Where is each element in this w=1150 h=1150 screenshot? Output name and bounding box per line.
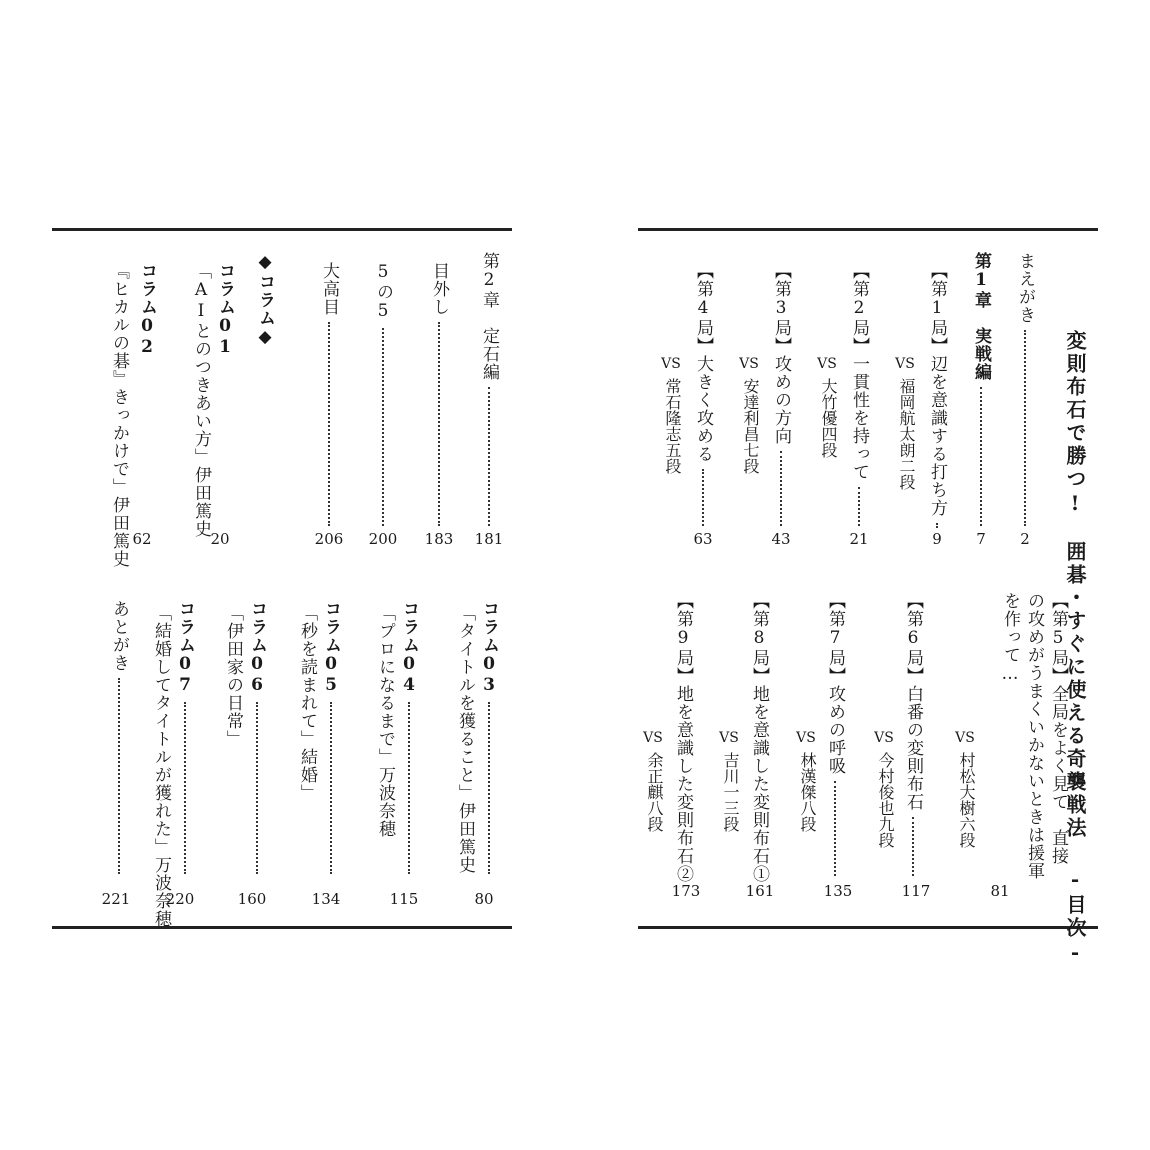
- page-number: 43: [771, 530, 791, 548]
- page-number: 63: [693, 530, 713, 548]
- page-number: 9: [932, 530, 942, 548]
- page-number: 135: [823, 882, 853, 900]
- page-number: 81: [990, 882, 1010, 900]
- page-number: 2: [1020, 530, 1030, 548]
- game-entry: 【第8局】地を意識した変則布石①: [749, 592, 769, 883]
- dot-leader: [256, 702, 258, 874]
- dot-leader: [118, 678, 120, 874]
- game-entry: 【第3局】攻めの方向: [766, 262, 796, 532]
- dot-leader: [1024, 330, 1026, 526]
- column-entry: コラム04: [394, 600, 424, 880]
- page-number: 80: [474, 890, 494, 908]
- right-top-rule: [638, 228, 1098, 231]
- game-entry: 【第7局】攻めの呼吸: [820, 592, 850, 882]
- dot-leader: [408, 702, 410, 874]
- column-entry: コラム07: [170, 600, 200, 880]
- column-entry-subtitle: 「秒を読まれて」結婚」: [297, 604, 317, 802]
- page-number: 183: [424, 530, 454, 548]
- left-top-rule: [52, 228, 512, 231]
- column-entry-subtitle: 『ヒカルの碁』きっかけで」伊田篤史: [109, 262, 129, 568]
- page-number: 134: [311, 890, 341, 908]
- column-entry-subtitle: 「プロになるまで」万波奈穂: [375, 604, 395, 838]
- column-section-heading: ◆コラム◆: [255, 252, 275, 348]
- toc-entry: 大高目: [314, 262, 344, 532]
- game-entry: 【第4局】大きく攻める: [688, 262, 718, 532]
- column-entry: コラム02: [137, 262, 157, 358]
- page-number: 115: [389, 890, 419, 908]
- right-bottom-rule: [638, 926, 1098, 929]
- game-entry: 【第6局】白番の変則布石: [898, 592, 928, 882]
- toc-entry: まえがき: [1010, 252, 1040, 532]
- column-entry: コラム01: [215, 262, 235, 358]
- dot-leader: [702, 469, 704, 526]
- chapter-heading: 第2章 定石編: [474, 252, 504, 532]
- dot-leader: [328, 322, 330, 526]
- page-number: 221: [101, 890, 131, 908]
- column-entry: コラム05: [316, 600, 346, 880]
- left-bottom-rule: [52, 926, 512, 929]
- page-number: 7: [976, 530, 986, 548]
- page-number: 117: [901, 882, 931, 900]
- game-entry: 【第9局】地を意識した変則布石②: [673, 592, 693, 883]
- page-number: 20: [210, 530, 230, 548]
- page-number: 21: [849, 530, 869, 548]
- toc-entry: 目外し: [424, 262, 454, 532]
- toc-entry: あとがき: [104, 600, 134, 880]
- page-number: 160: [237, 890, 267, 908]
- dot-leader: [488, 702, 490, 874]
- page-number: 181: [474, 530, 504, 548]
- column-entry: コラム06: [242, 600, 272, 880]
- dot-leader: [936, 523, 938, 526]
- dot-leader: [438, 322, 440, 526]
- toc-title: 変則布石で勝つ! 囲碁・すぐに使える奇襲戦法 -目次-: [1063, 330, 1087, 967]
- page-number: 220: [165, 890, 195, 908]
- column-entry-subtitle: 「AIとのつきあい方」伊田篤史: [191, 262, 211, 538]
- dot-leader: [858, 487, 860, 526]
- page-number: 206: [314, 530, 344, 548]
- chapter-heading: 第1章 実戦編: [966, 252, 996, 532]
- dot-leader: [912, 817, 914, 876]
- column-entry-subtitle: 「結婚してタイトルが獲れた」万波奈穂: [151, 604, 171, 928]
- dot-leader: [184, 702, 186, 874]
- page-number: 200: [368, 530, 398, 548]
- dot-leader: [330, 702, 332, 874]
- column-entry-subtitle: 「タイトルを獲ること」伊田篤史: [455, 604, 475, 874]
- dot-leader: [980, 387, 982, 526]
- toc-entry: 5の5: [368, 262, 398, 532]
- page-number: 173: [671, 882, 701, 900]
- dot-leader: [780, 451, 782, 526]
- column-entry: コラム03: [474, 600, 504, 880]
- dot-leader: [834, 781, 836, 876]
- game-entry: 【第2局】一貫性を持って: [844, 262, 874, 532]
- column-entry-subtitle: 「伊田家の日常」: [223, 604, 243, 748]
- game-entry: 【第1局】辺を意識する打ち方: [922, 262, 952, 532]
- dot-leader: [382, 328, 384, 526]
- dot-leader: [488, 387, 490, 526]
- page-number: 161: [745, 882, 775, 900]
- game-entry: 【第5局】全局をよく見て 直接の攻めがうまくいかないときは援軍を作って…: [1000, 592, 1068, 880]
- page-number: 62: [132, 530, 152, 548]
